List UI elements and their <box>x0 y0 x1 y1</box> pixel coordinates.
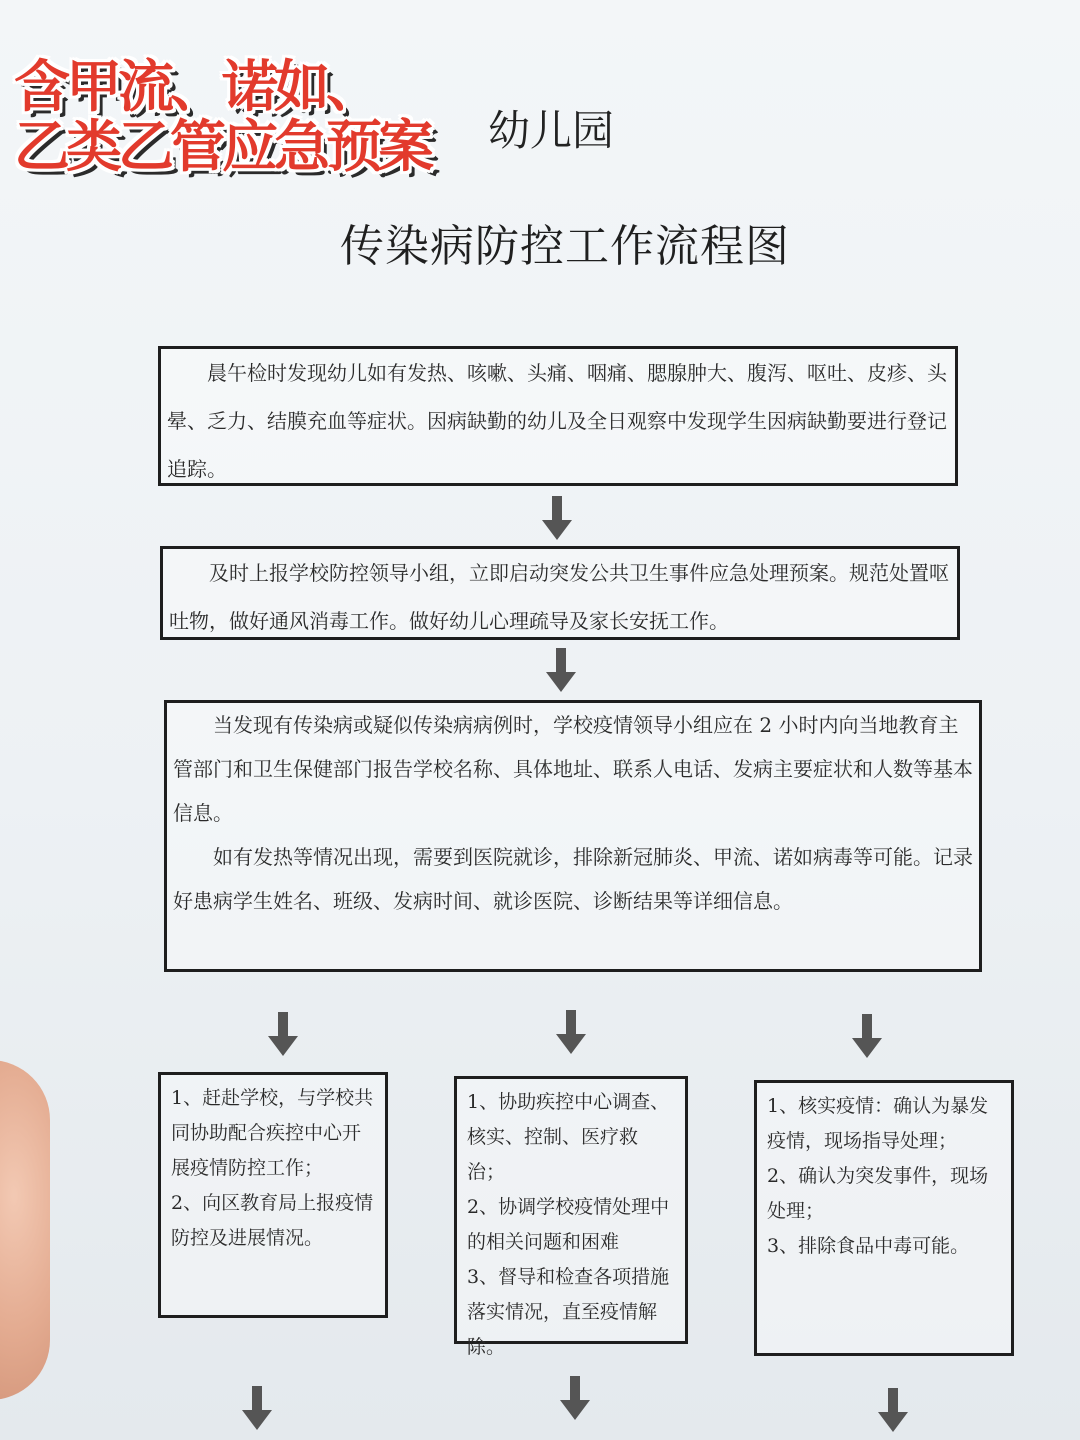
branch-item: 3、督导和检查各项措施落实情况，直至疫情解除。 <box>467 1266 670 1358</box>
down-arrow-icon <box>852 1014 882 1062</box>
page-title: 传染病防控工作流程图 <box>340 221 790 272</box>
down-arrow-icon <box>242 1386 272 1434</box>
branch-item: 1、核实疫情：确认为暴发疫情，现场指导处理； <box>767 1095 989 1152</box>
down-arrow-icon <box>560 1376 590 1424</box>
down-arrow-icon <box>556 1010 586 1058</box>
down-arrow-icon <box>268 1012 298 1060</box>
branch-item: 2、协调学校疫情处理中的相关问题和困难 <box>467 1196 670 1253</box>
sticker-line-1: 含甲流、诺如、 <box>14 55 378 120</box>
school-label: 幼儿园 <box>488 106 615 155</box>
branch-item: 1、赶赴学校，与学校共同协助配合疾控中心开展疫情防控工作； <box>171 1087 374 1179</box>
flow-step-text: 当发现有传染病或疑似传染病病例时，学校疫情领导小组应在 2 小时内向当地教育主管部门和卫生保健部门报告学校名称、具体地址、联系人电话、发病主要症状和人数等基本信息。 <box>173 713 973 825</box>
branch-cdc <box>754 1080 1014 1356</box>
flow-step-text: 如有发热等情况出现，需要到医院就诊，排除新冠肺炎、甲流、诺如病毒等可能。记录好患病学生姓名、班级、发病时间、就诊医院、诊断结果等详细信息。 <box>173 845 973 913</box>
down-arrow-icon <box>878 1388 908 1436</box>
down-arrow-icon <box>542 496 572 544</box>
down-arrow-icon <box>546 648 576 696</box>
flow-step-text: 晨午检时发现幼儿如有发热、咳嗽、头痛、咽痛、腮腺肿大、腹泻、呕吐、皮疹、头晕、乏力、结膜充血等症状。因病缺勤的幼儿及全日观察中发现学生因病缺勤要进行登记追踪。 <box>167 361 947 481</box>
flow-step-1 <box>158 346 958 486</box>
flow-step-2 <box>160 546 960 640</box>
title-sticker <box>14 55 454 180</box>
branch-item: 3、排除食品中毒可能。 <box>767 1235 970 1257</box>
flow-step-3 <box>164 700 982 972</box>
branch-item: 2、向区教育局上报疫情防控及进展情况。 <box>171 1192 374 1249</box>
branch-item: 1、协助疾控中心调查、核实、控制、医疗救治； <box>467 1091 670 1183</box>
photo-thumb <box>0 1060 50 1400</box>
branch-item: 2、确认为突发事件，现场处理； <box>767 1165 989 1222</box>
flow-step-text: 及时上报学校防控领导小组，立即启动突发公共卫生事件应急处理预案。规范处置呕吐物，做好通风消毒工作。做好幼儿心理疏导及家长安抚工作。 <box>169 561 949 633</box>
branch-education-bureau <box>158 1072 388 1318</box>
sticker-line-2: 乙类乙管应急预案 <box>14 115 430 180</box>
branch-health-bureau <box>454 1076 688 1358</box>
